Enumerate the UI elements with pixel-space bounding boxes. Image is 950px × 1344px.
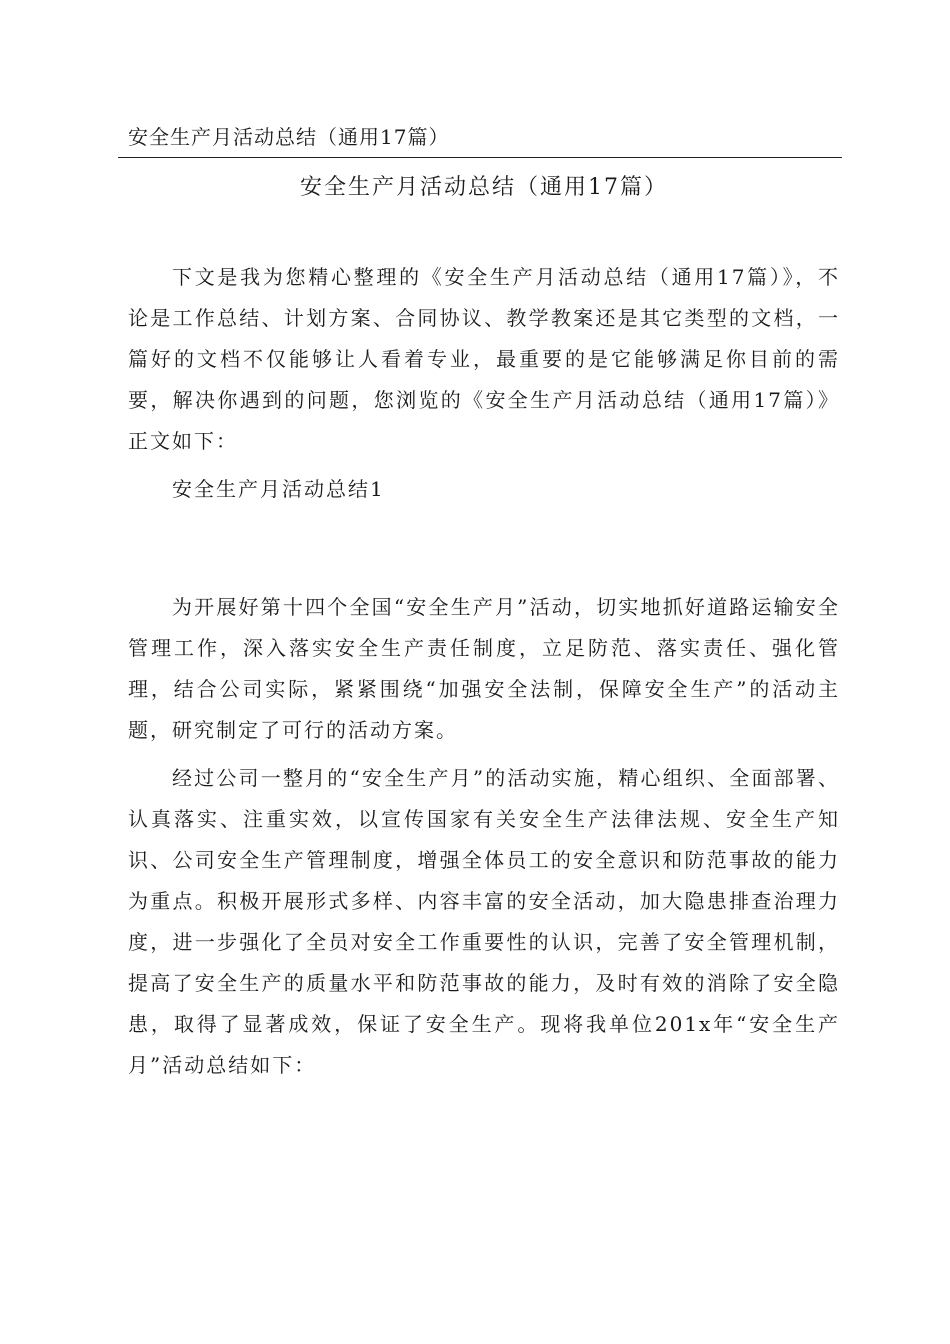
blank-line <box>128 510 840 587</box>
body-paragraph-1: 为开展好第十四个全国“安全生产月”活动，切实地抓好道路运输安全管理工作，深入落实安全生产责任制度，立足防范、落实责任、强化管理，结合公司实际，紧紧围绕“加强安全法制，保障安全生产”的活动主题，研究制定了可行的活动方案。 <box>128 595 840 742</box>
section-heading: 安全生产月活动总结1 <box>172 477 385 501</box>
intro-paragraph: 下文是我为您精心整理的《安全生产月活动总结（通用17篇）》，不论是工作总结、计划方案、合同协议、教学教案还是其它类型的文档，一篇好的文档不仅能够让人看着专业，最重要的是它能够满足你目前的需要，解决你遇到的问题，您浏览的《安全生产月活动总结（通用17篇）》正文如下： <box>128 265 840 453</box>
body-paragraph-2: 经过公司一整月的“安全生产月”的活动实施，精心组织、全面部署、认真落实、注重实效，以宣传国家有关安全生产法律法规、安全生产知识、公司安全生产管理制度，增强全体员工的安全意识和防范事故的能力为重点。积极开展形式多样、内容丰富的安全活动，加大隐患排查治理力度，进一步强化了全员对安全工作重要性的认识，完善了安全管理机制，提高了安全生产的质量水平和防范事故的能力，及时有效的消除了安全隐患，取得了显著成效，保证了安全生产。现将我单位201x年“安全生产月”活动总结如下： <box>128 766 840 1077</box>
running-header: 安全生产月活动总结（通用17篇） <box>128 125 450 149</box>
document-title: 安全生产月活动总结（通用17篇） <box>300 175 668 200</box>
document-body <box>128 257 840 1086</box>
header-divider <box>118 157 842 158</box>
